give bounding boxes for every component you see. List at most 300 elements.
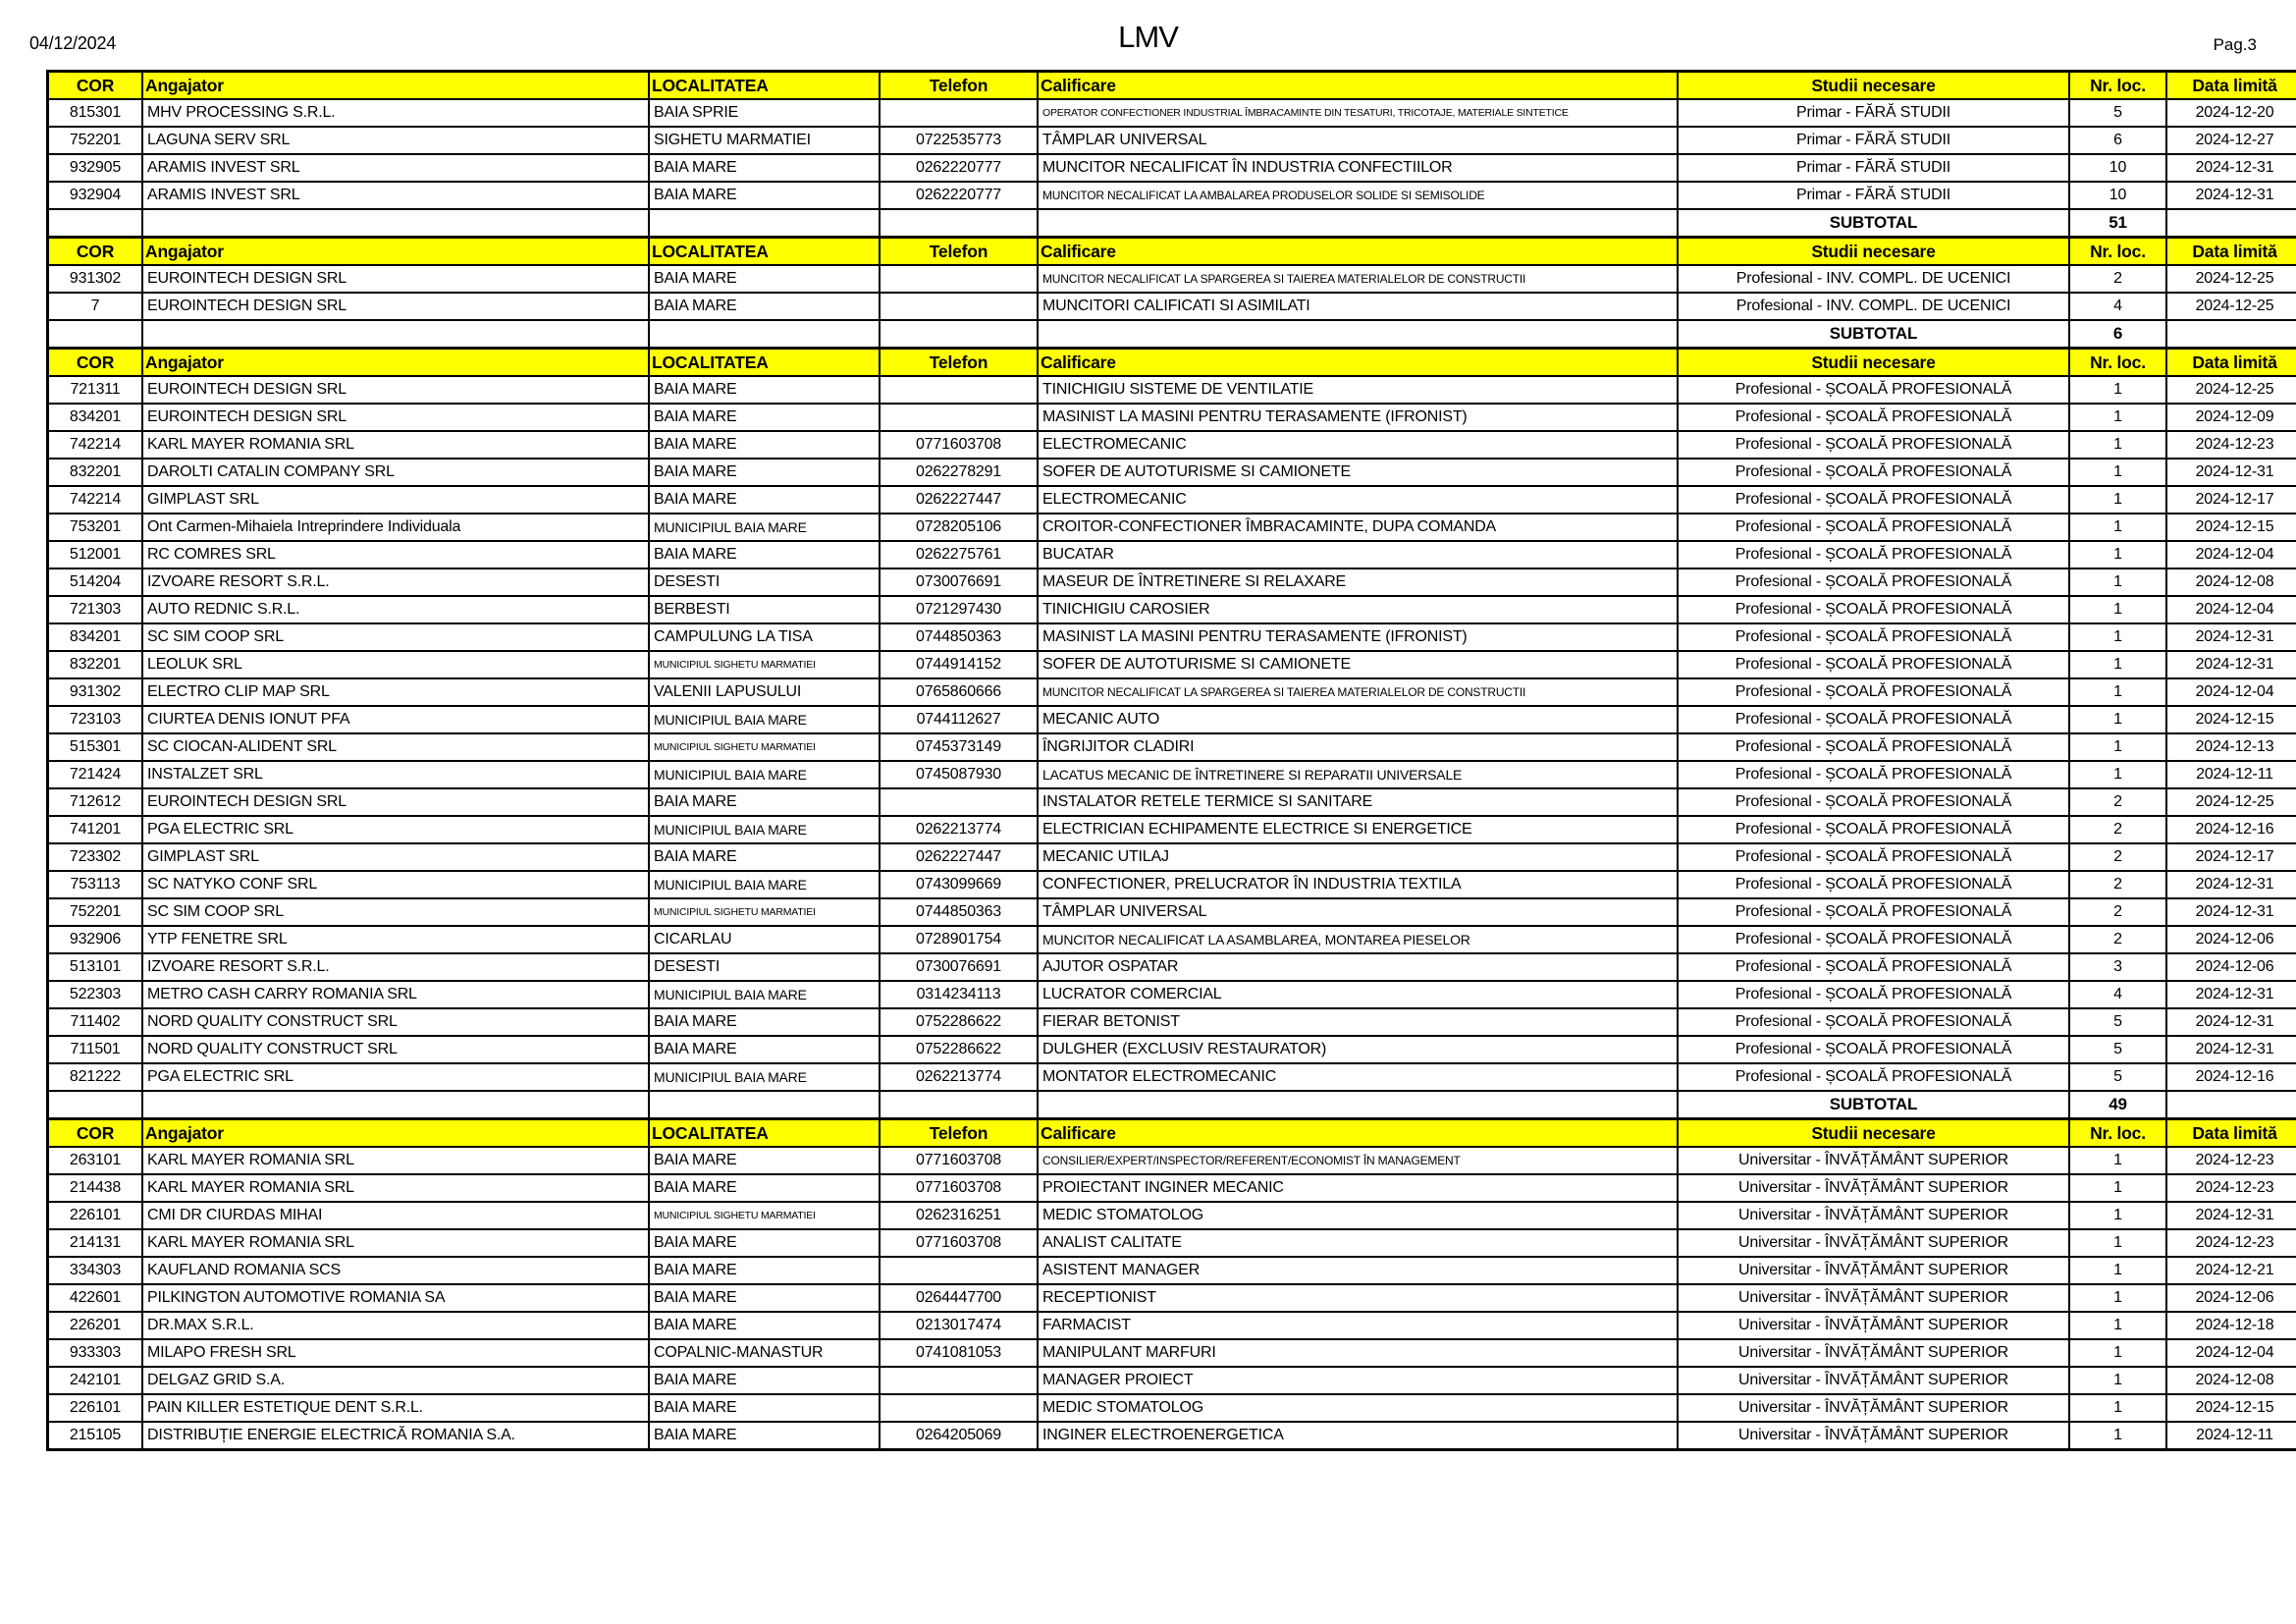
cell-angajator: CIURTEA DENIS IONUT PFA	[142, 706, 649, 733]
cell-angajator: KARL MAYER ROMANIA SRL	[142, 1229, 649, 1257]
table-row	[48, 99, 2296, 127]
cell-localitatea: MUNICIPIUL BAIA MARE	[649, 816, 880, 843]
column-header-cor: COR	[48, 349, 143, 377]
cell-telefon: 0262275761	[880, 541, 1038, 568]
cell-studii: Universitar - ÎNVĂȚĂMÂNT SUPERIOR	[1678, 1422, 2069, 1450]
cell-data: 2024-12-23	[2166, 1147, 2296, 1174]
column-header-localitatea: LOCALITATEA	[649, 72, 880, 100]
cell-nr: 1	[2069, 1339, 2166, 1367]
cell-calificare: SOFER DE AUTOTURISME SI CAMIONETE	[1038, 651, 1678, 678]
cell-nr: 1	[2069, 486, 2166, 514]
cell-nr: 1	[2069, 541, 2166, 568]
cell-telefon: 0741081053	[880, 1339, 1038, 1367]
table-row	[48, 651, 2296, 678]
cell-telefon: 0262227447	[880, 486, 1038, 514]
cell-nr: 1	[2069, 733, 2166, 761]
cell-localitatea: MUNICIPIUL SIGHETU MARMATIEI	[649, 898, 880, 926]
cell-localitatea: MUNICIPIUL SIGHETU MARMATIEI	[649, 651, 880, 678]
cell-localitatea: BAIA MARE	[649, 1312, 880, 1339]
cell-data: 2024-12-25	[2166, 788, 2296, 816]
cell-cor: 711501	[48, 1036, 143, 1063]
cell-cor: 721311	[48, 376, 143, 404]
cell-calificare: MEDIC STOMATOLOG	[1038, 1202, 1678, 1229]
cell-studii: Primar - FĂRĂ STUDII	[1678, 127, 2069, 154]
cell-data: 2024-12-11	[2166, 1422, 2296, 1450]
cell-localitatea: BAIA MARE	[649, 1284, 880, 1312]
cell-empty	[880, 209, 1038, 238]
table-row	[48, 761, 2296, 788]
column-header-angajator: Angajator	[142, 72, 649, 100]
cell-nr: 1	[2069, 1257, 2166, 1284]
cell-cor: 832201	[48, 459, 143, 486]
cell-data: 2024-12-23	[2166, 1174, 2296, 1202]
cell-telefon: 0722535773	[880, 127, 1038, 154]
column-header-data: Data limită	[2166, 238, 2296, 266]
table-row	[48, 293, 2296, 320]
cell-nr: 1	[2069, 1174, 2166, 1202]
cell-angajator: PGA ELECTRIC SRL	[142, 816, 649, 843]
cell-angajator: ARAMIS INVEST SRL	[142, 154, 649, 182]
cell-data: 2024-12-04	[2166, 678, 2296, 706]
cell-nr: 5	[2069, 1008, 2166, 1036]
column-header-cor: COR	[48, 72, 143, 100]
cell-angajator: PILKINGTON AUTOMOTIVE ROMANIA SA	[142, 1284, 649, 1312]
cell-telefon: 0765860666	[880, 678, 1038, 706]
column-header-localitatea: LOCALITATEA	[649, 349, 880, 377]
cell-studii: Profesional - ȘCOALĂ PROFESIONALĂ	[1678, 706, 2069, 733]
cell-localitatea: BAIA MARE	[649, 1367, 880, 1394]
cell-cor: 522303	[48, 981, 143, 1008]
cell-localitatea: MUNICIPIUL BAIA MARE	[649, 1063, 880, 1091]
cell-cor: 815301	[48, 99, 143, 127]
cell-telefon: 0314234113	[880, 981, 1038, 1008]
column-header-nr: Nr. loc.	[2069, 238, 2166, 266]
cell-empty	[649, 209, 880, 238]
cell-nr: 2	[2069, 871, 2166, 898]
table-row	[48, 1063, 2296, 1091]
cell-nr: 1	[2069, 761, 2166, 788]
cell-angajator: AUTO REDNIC S.R.L.	[142, 596, 649, 623]
table-row	[48, 706, 2296, 733]
cell-telefon: 0744914152	[880, 651, 1038, 678]
cell-cor: 932905	[48, 154, 143, 182]
table-row	[48, 788, 2296, 816]
cell-calificare: ELECTROMECANIC	[1038, 486, 1678, 514]
cell-cor: 214438	[48, 1174, 143, 1202]
cell-nr: 1	[2069, 1202, 2166, 1229]
cell-localitatea: BAIA MARE	[649, 265, 880, 293]
cell-empty	[142, 1091, 649, 1119]
cell-cor: 932906	[48, 926, 143, 953]
subtotal-value: 6	[2069, 320, 2166, 349]
column-header-cor: COR	[48, 238, 143, 266]
cell-cor: 933303	[48, 1339, 143, 1367]
cell-telefon: 0752286622	[880, 1008, 1038, 1036]
cell-angajator: PAIN KILLER ESTETIQUE DENT S.R.L.	[142, 1394, 649, 1422]
cell-calificare: TINICHIGIU CAROSIER	[1038, 596, 1678, 623]
cell-angajator: RC COMRES SRL	[142, 541, 649, 568]
cell-data: 2024-12-09	[2166, 404, 2296, 431]
table-row	[48, 1147, 2296, 1174]
cell-studii: Primar - FĂRĂ STUDII	[1678, 154, 2069, 182]
cell-localitatea: BAIA MARE	[649, 376, 880, 404]
cell-data: 2024-12-23	[2166, 431, 2296, 459]
table-row	[48, 514, 2296, 541]
cell-localitatea: BAIA MARE	[649, 404, 880, 431]
cell-localitatea: BAIA MARE	[649, 182, 880, 209]
cell-data: 2024-12-08	[2166, 568, 2296, 596]
cell-telefon: 0264447700	[880, 1284, 1038, 1312]
column-header-row	[48, 238, 2296, 266]
column-header-calificare: Calificare	[1038, 72, 1678, 100]
table-row	[48, 182, 2296, 209]
cell-cor: 753201	[48, 514, 143, 541]
cell-telefon: 0728205106	[880, 514, 1038, 541]
cell-calificare: BUCATAR	[1038, 541, 1678, 568]
cell-cor: 834201	[48, 404, 143, 431]
cell-studii: Primar - FĂRĂ STUDII	[1678, 182, 2069, 209]
cell-data: 2024-12-31	[2166, 651, 2296, 678]
cell-localitatea: MUNICIPIUL BAIA MARE	[649, 871, 880, 898]
cell-angajator: SC SIM COOP SRL	[142, 898, 649, 926]
cell-angajator: IZVOARE RESORT S.R.L.	[142, 568, 649, 596]
table-row	[48, 1367, 2296, 1394]
cell-data: 2024-12-04	[2166, 1339, 2296, 1367]
cell-nr: 1	[2069, 596, 2166, 623]
table-row	[48, 953, 2296, 981]
cell-cor: 214131	[48, 1229, 143, 1257]
cell-studii: Profesional - ȘCOALĂ PROFESIONALĂ	[1678, 459, 2069, 486]
cell-calificare: MUNCITOR NECALIFICAT LA ASAMBLAREA, MONTAREA PIESELOR	[1038, 926, 1678, 953]
cell-telefon: 0262220777	[880, 182, 1038, 209]
cell-localitatea: DESESTI	[649, 568, 880, 596]
cell-calificare: MUNCITOR NECALIFICAT LA AMBALAREA PRODUSELOR SOLIDE SI SEMISOLIDE	[1038, 182, 1678, 209]
cell-studii: Profesional - INV. COMPL. DE UCENICI	[1678, 265, 2069, 293]
cell-data: 2024-12-17	[2166, 486, 2296, 514]
cell-studii: Profesional - ȘCOALĂ PROFESIONALĂ	[1678, 678, 2069, 706]
cell-studii: Profesional - ȘCOALĂ PROFESIONALĂ	[1678, 926, 2069, 953]
column-header-telefon: Telefon	[880, 349, 1038, 377]
cell-calificare: TINICHIGIU SISTEME DE VENTILATIE	[1038, 376, 1678, 404]
cell-localitatea: BAIA SPRIE	[649, 99, 880, 127]
cell-angajator: MHV PROCESSING S.R.L.	[142, 99, 649, 127]
cell-localitatea: CICARLAU	[649, 926, 880, 953]
table-row	[48, 1036, 2296, 1063]
cell-localitatea: MUNICIPIUL SIGHETU MARMATIEI	[649, 1202, 880, 1229]
cell-nr: 4	[2069, 981, 2166, 1008]
cell-telefon: 0262316251	[880, 1202, 1038, 1229]
cell-nr: 5	[2069, 99, 2166, 127]
subtotal-label: SUBTOTAL	[1678, 209, 2069, 238]
cell-localitatea: BAIA MARE	[649, 1394, 880, 1422]
cell-angajator: METRO CASH CARRY ROMANIA SRL	[142, 981, 649, 1008]
cell-localitatea: BAIA MARE	[649, 1036, 880, 1063]
cell-angajator: ELECTRO CLIP MAP SRL	[142, 678, 649, 706]
cell-studii: Profesional - ȘCOALĂ PROFESIONALĂ	[1678, 871, 2069, 898]
column-header-angajator: Angajator	[142, 238, 649, 266]
cell-telefon: 0771603708	[880, 1147, 1038, 1174]
cell-calificare: MUNCITOR NECALIFICAT LA SPARGEREA SI TAIEREA MATERIALELOR DE CONSTRUCTII	[1038, 265, 1678, 293]
cell-localitatea: DESESTI	[649, 953, 880, 981]
cell-studii: Profesional - ȘCOALĂ PROFESIONALĂ	[1678, 788, 2069, 816]
cell-studii: Profesional - ȘCOALĂ PROFESIONALĂ	[1678, 651, 2069, 678]
cell-angajator: KARL MAYER ROMANIA SRL	[142, 431, 649, 459]
cell-data: 2024-12-31	[2166, 1036, 2296, 1063]
column-header-telefon: Telefon	[880, 238, 1038, 266]
cell-calificare: MUNCITORI CALIFICATI SI ASIMILATI	[1038, 293, 1678, 320]
cell-nr: 2	[2069, 265, 2166, 293]
subtotal-label: SUBTOTAL	[1678, 1091, 2069, 1119]
table-row	[48, 843, 2296, 871]
cell-angajator: SC SIM COOP SRL	[142, 623, 649, 651]
table-row	[48, 898, 2296, 926]
table-row	[48, 265, 2296, 293]
cell-nr: 1	[2069, 1284, 2166, 1312]
cell-telefon: 0262213774	[880, 816, 1038, 843]
table-row	[48, 1312, 2296, 1339]
cell-cor: 932904	[48, 182, 143, 209]
document-date: 04/12/2024	[29, 33, 117, 53]
table-row	[48, 431, 2296, 459]
cell-calificare: CONSILIER/EXPERT/INSPECTOR/REFERENT/ECONOMIST ÎN MANAGEMENT	[1038, 1147, 1678, 1174]
cell-studii: Universitar - ÎNVĂȚĂMÂNT SUPERIOR	[1678, 1147, 2069, 1174]
cell-localitatea: MUNICIPIUL BAIA MARE	[649, 761, 880, 788]
cell-cor: 226201	[48, 1312, 143, 1339]
page-title: LMV	[1118, 20, 1178, 54]
cell-calificare: ÎNGRIJITOR CLADIRI	[1038, 733, 1678, 761]
cell-data: 2024-12-06	[2166, 1284, 2296, 1312]
cell-cor: 215105	[48, 1422, 143, 1450]
cell-telefon: 0771603708	[880, 1174, 1038, 1202]
cell-cor: 514204	[48, 568, 143, 596]
cell-data: 2024-12-31	[2166, 871, 2296, 898]
column-header-row	[48, 72, 2296, 100]
cell-cor: 832201	[48, 651, 143, 678]
cell-telefon: 0721297430	[880, 596, 1038, 623]
cell-studii: Profesional - ȘCOALĂ PROFESIONALĂ	[1678, 843, 2069, 871]
cell-localitatea: BAIA MARE	[649, 1257, 880, 1284]
cell-localitatea: SIGHETU MARMATIEI	[649, 127, 880, 154]
table-row	[48, 154, 2296, 182]
table-row	[48, 541, 2296, 568]
cell-data: 2024-12-31	[2166, 898, 2296, 926]
cell-studii: Universitar - ÎNVĂȚĂMÂNT SUPERIOR	[1678, 1229, 2069, 1257]
cell-data: 2024-12-31	[2166, 623, 2296, 651]
subtotal-value: 51	[2069, 209, 2166, 238]
cell-angajator: DISTRIBUȚIE ENERGIE ELECTRICĂ ROMANIA S.A.	[142, 1422, 649, 1450]
cell-studii: Profesional - ȘCOALĂ PROFESIONALĂ	[1678, 761, 2069, 788]
cell-angajator: EUROINTECH DESIGN SRL	[142, 293, 649, 320]
table-row	[48, 733, 2296, 761]
cell-calificare: MUNCITOR NECALIFICAT LA SPARGEREA SI TAIEREA MATERIALELOR DE CONSTRUCTII	[1038, 678, 1678, 706]
cell-data: 2024-12-31	[2166, 182, 2296, 209]
cell-localitatea: BAIA MARE	[649, 431, 880, 459]
column-header-calificare: Calificare	[1038, 238, 1678, 266]
cell-angajator: NORD QUALITY CONSTRUCT SRL	[142, 1036, 649, 1063]
vacancy-table	[46, 70, 2296, 1451]
cell-nr: 1	[2069, 404, 2166, 431]
cell-empty	[48, 209, 143, 238]
cell-cor: 242101	[48, 1367, 143, 1394]
cell-localitatea: BAIA MARE	[649, 154, 880, 182]
cell-cor: 752201	[48, 127, 143, 154]
cell-empty	[649, 320, 880, 349]
cell-angajator: KARL MAYER ROMANIA SRL	[142, 1147, 649, 1174]
column-header-localitatea: LOCALITATEA	[649, 1119, 880, 1148]
cell-nr: 1	[2069, 678, 2166, 706]
column-header-angajator: Angajator	[142, 349, 649, 377]
table-row	[48, 981, 2296, 1008]
column-header-studii: Studii necesare	[1678, 349, 2069, 377]
column-header-localitatea: LOCALITATEA	[649, 238, 880, 266]
cell-nr: 1	[2069, 376, 2166, 404]
cell-empty	[48, 320, 143, 349]
column-header-row	[48, 349, 2296, 377]
table-row	[48, 404, 2296, 431]
cell-telefon	[880, 1257, 1038, 1284]
cell-data: 2024-12-18	[2166, 1312, 2296, 1339]
cell-telefon: 0730076691	[880, 953, 1038, 981]
cell-studii: Universitar - ÎNVĂȚĂMÂNT SUPERIOR	[1678, 1367, 2069, 1394]
cell-calificare: LUCRATOR COMERCIAL	[1038, 981, 1678, 1008]
cell-studii: Profesional - ȘCOALĂ PROFESIONALĂ	[1678, 541, 2069, 568]
cell-studii: Profesional - ȘCOALĂ PROFESIONALĂ	[1678, 623, 2069, 651]
cell-studii: Profesional - ȘCOALĂ PROFESIONALĂ	[1678, 486, 2069, 514]
cell-localitatea: MUNICIPIUL BAIA MARE	[649, 706, 880, 733]
cell-empty	[649, 1091, 880, 1119]
cell-calificare: ELECTRICIAN ECHIPAMENTE ELECTRICE SI ENERGETICE	[1038, 816, 1678, 843]
cell-localitatea: BAIA MARE	[649, 1229, 880, 1257]
table-row	[48, 1202, 2296, 1229]
cell-studii: Profesional - ȘCOALĂ PROFESIONALĂ	[1678, 1008, 2069, 1036]
cell-data: 2024-12-08	[2166, 1367, 2296, 1394]
table-row	[48, 376, 2296, 404]
cell-data: 2024-12-06	[2166, 926, 2296, 953]
cell-angajator: GIMPLAST SRL	[142, 843, 649, 871]
cell-empty	[1038, 320, 1678, 349]
column-header-studii: Studii necesare	[1678, 72, 2069, 100]
cell-cor: 721424	[48, 761, 143, 788]
cell-data: 2024-12-13	[2166, 733, 2296, 761]
cell-telefon: 0743099669	[880, 871, 1038, 898]
cell-angajator: LEOLUK SRL	[142, 651, 649, 678]
cell-angajator: KAUFLAND ROMANIA SCS	[142, 1257, 649, 1284]
subtotal-row	[48, 320, 2296, 349]
cell-telefon: 0730076691	[880, 568, 1038, 596]
cell-studii: Universitar - ÎNVĂȚĂMÂNT SUPERIOR	[1678, 1394, 2069, 1422]
cell-telefon	[880, 1367, 1038, 1394]
table-row	[48, 1284, 2296, 1312]
cell-telefon: 0745373149	[880, 733, 1038, 761]
cell-studii: Universitar - ÎNVĂȚĂMÂNT SUPERIOR	[1678, 1284, 2069, 1312]
cell-telefon: 0262227447	[880, 843, 1038, 871]
cell-studii: Profesional - ȘCOALĂ PROFESIONALĂ	[1678, 596, 2069, 623]
table-row	[48, 1339, 2296, 1367]
cell-nr: 1	[2069, 651, 2166, 678]
cell-nr: 2	[2069, 843, 2166, 871]
cell-localitatea: BAIA MARE	[649, 293, 880, 320]
cell-telefon	[880, 404, 1038, 431]
cell-localitatea: MUNICIPIUL BAIA MARE	[649, 981, 880, 1008]
column-header-nr: Nr. loc.	[2069, 349, 2166, 377]
cell-calificare: DULGHER (EXCLUSIV RESTAURATOR)	[1038, 1036, 1678, 1063]
cell-studii: Profesional - ȘCOALĂ PROFESIONALĂ	[1678, 431, 2069, 459]
table-row	[48, 127, 2296, 154]
cell-data: 2024-12-17	[2166, 843, 2296, 871]
cell-studii: Universitar - ÎNVĂȚĂMÂNT SUPERIOR	[1678, 1202, 2069, 1229]
cell-calificare: MANAGER PROIECT	[1038, 1367, 1678, 1394]
page-number: Pag.3	[2213, 35, 2257, 54]
cell-angajator: IZVOARE RESORT S.R.L.	[142, 953, 649, 981]
cell-calificare: MASINIST LA MASINI PENTRU TERASAMENTE (IFRONIST)	[1038, 623, 1678, 651]
cell-telefon: 0771603708	[880, 431, 1038, 459]
cell-telefon: 0744850363	[880, 623, 1038, 651]
cell-localitatea: BAIA MARE	[649, 486, 880, 514]
column-header-nr: Nr. loc.	[2069, 1119, 2166, 1148]
cell-calificare: FIERAR BETONIST	[1038, 1008, 1678, 1036]
table-row	[48, 596, 2296, 623]
cell-nr: 10	[2069, 154, 2166, 182]
cell-calificare: RECEPTIONIST	[1038, 1284, 1678, 1312]
table-row	[48, 816, 2296, 843]
cell-localitatea: BAIA MARE	[649, 843, 880, 871]
cell-cor: 7	[48, 293, 143, 320]
cell-calificare: MONTATOR ELECTROMECANIC	[1038, 1063, 1678, 1091]
cell-telefon	[880, 1394, 1038, 1422]
cell-data: 2024-12-16	[2166, 1063, 2296, 1091]
cell-data: 2024-12-04	[2166, 541, 2296, 568]
cell-cor: 226101	[48, 1394, 143, 1422]
column-header-data: Data limită	[2166, 349, 2296, 377]
cell-data: 2024-12-27	[2166, 127, 2296, 154]
cell-cor: 931302	[48, 678, 143, 706]
cell-cor: 753113	[48, 871, 143, 898]
cell-data: 2024-12-31	[2166, 1202, 2296, 1229]
cell-telefon: 0213017474	[880, 1312, 1038, 1339]
cell-localitatea: BAIA MARE	[649, 541, 880, 568]
cell-studii: Profesional - ȘCOALĂ PROFESIONALĂ	[1678, 514, 2069, 541]
cell-angajator: MILAPO FRESH SRL	[142, 1339, 649, 1367]
cell-nr: 2	[2069, 926, 2166, 953]
cell-cor: 834201	[48, 623, 143, 651]
cell-studii: Profesional - ȘCOALĂ PROFESIONALĂ	[1678, 568, 2069, 596]
column-header-cor: COR	[48, 1119, 143, 1148]
table-row	[48, 1394, 2296, 1422]
cell-telefon: 0264205069	[880, 1422, 1038, 1450]
cell-localitatea: BAIA MARE	[649, 459, 880, 486]
cell-nr: 2	[2069, 898, 2166, 926]
cell-telefon	[880, 265, 1038, 293]
cell-angajator: DAROLTI CATALIN COMPANY SRL	[142, 459, 649, 486]
cell-localitatea: COPALNIC-MANASTUR	[649, 1339, 880, 1367]
cell-nr: 1	[2069, 1312, 2166, 1339]
cell-cor: 711402	[48, 1008, 143, 1036]
cell-empty	[2166, 1091, 2296, 1119]
cell-angajator: LAGUNA SERV SRL	[142, 127, 649, 154]
cell-calificare: MUNCITOR NECALIFICAT ÎN INDUSTRIA CONFECTIILOR	[1038, 154, 1678, 182]
cell-studii: Profesional - ȘCOALĂ PROFESIONALĂ	[1678, 953, 2069, 981]
cell-calificare: ANALIST CALITATE	[1038, 1229, 1678, 1257]
cell-cor: 723302	[48, 843, 143, 871]
cell-telefon: 0262213774	[880, 1063, 1038, 1091]
cell-calificare: CROITOR-CONFECTIONER ÎMBRACAMINTE, DUPA COMANDA	[1038, 514, 1678, 541]
cell-calificare: MEDIC STOMATOLOG	[1038, 1394, 1678, 1422]
table-row	[48, 1422, 2296, 1450]
cell-cor: 712612	[48, 788, 143, 816]
cell-telefon: 0728901754	[880, 926, 1038, 953]
cell-nr: 1	[2069, 568, 2166, 596]
cell-calificare: TÂMPLAR UNIVERSAL	[1038, 898, 1678, 926]
